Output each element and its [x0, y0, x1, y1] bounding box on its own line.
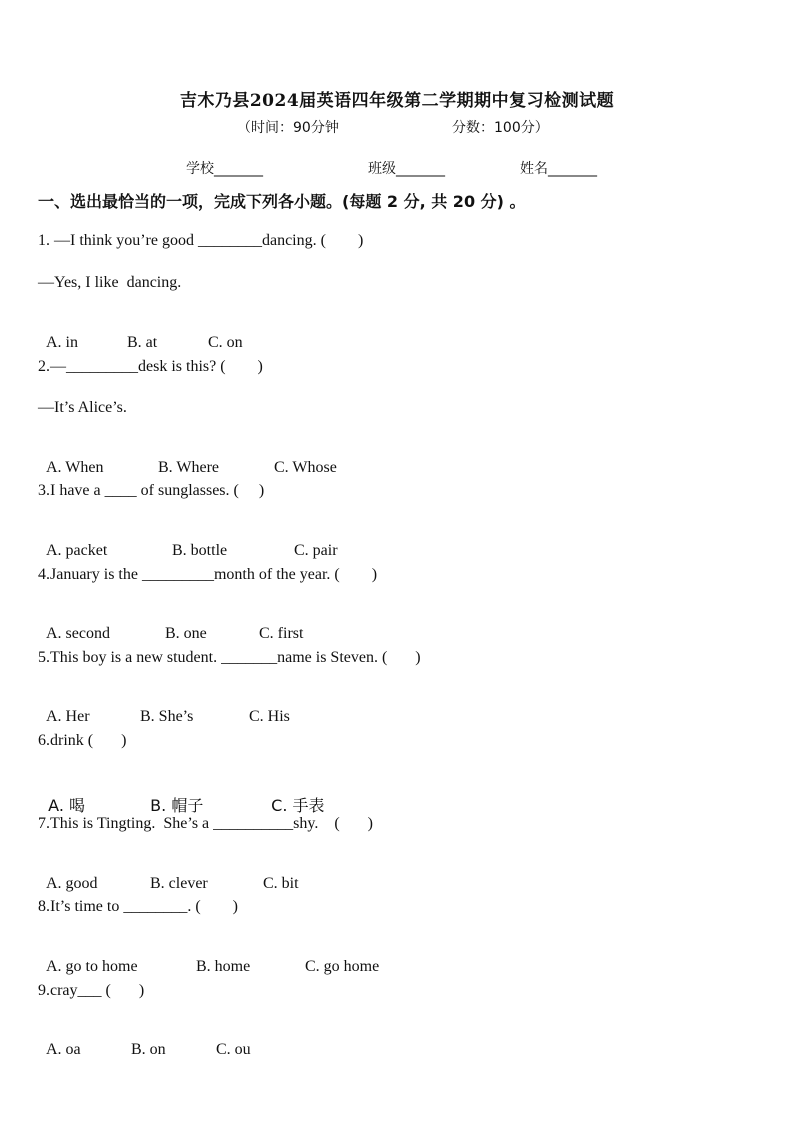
option-c[interactable]: C. 手表 — [271, 796, 325, 815]
option-b[interactable]: B. home — [196, 958, 251, 975]
question-4-options — [38, 607, 303, 643]
option-c[interactable]: C. ou — [216, 1041, 251, 1058]
option-a[interactable]: A. When — [46, 459, 104, 476]
question-9-stem: 9.cray___ ( ) — [38, 982, 145, 999]
page-title: 吉木乃县2024届英语四年级第二学期期中复习检测试题 — [179, 91, 615, 111]
question-4-stem: 4.January is the _________month of the year. ( ) — [38, 566, 378, 583]
option-b[interactable]: B. on — [131, 1041, 166, 1058]
option-a[interactable]: A. go to home — [46, 958, 138, 975]
option-c[interactable]: C. on — [208, 334, 243, 351]
question-2-reply: —It’s Alice’s. — [38, 399, 127, 416]
question-1-reply: —Yes, I like dancing. — [38, 274, 182, 291]
option-a[interactable]: A. oa — [46, 1041, 81, 1058]
option-b[interactable]: B. Where — [158, 459, 220, 476]
question-1-options — [38, 316, 243, 352]
question-7-stem: 7.This is Tingting. She’s a __________shy. ( ) — [38, 815, 373, 832]
exam-score: 分数：100分） — [452, 120, 549, 136]
option-b[interactable]: B. She’s — [140, 708, 194, 725]
option-c[interactable]: C. go home — [305, 958, 380, 975]
question-9-options — [38, 1023, 251, 1059]
option-c[interactable]: C. first — [259, 625, 304, 642]
question-1-stem: 1. —I think you’re good ________dancing. ( ) — [38, 232, 364, 249]
option-a[interactable]: A. in — [46, 334, 78, 351]
option-a[interactable]: A. second — [46, 625, 110, 642]
option-b[interactable]: B. clever — [150, 875, 208, 892]
option-b[interactable]: B. 帽子 — [150, 796, 204, 815]
exam-time: （时间：90分钟 — [237, 120, 339, 136]
option-a[interactable]: A. 喝 — [48, 796, 86, 815]
section-heading: 一、选出最恰当的一项，完成下列各小题。(每题 2 分, 共 20 分) 。 — [38, 192, 526, 211]
question-5-options — [38, 690, 290, 726]
class-field[interactable]: 班级_______ — [368, 161, 445, 177]
option-c[interactable]: C. His — [249, 708, 290, 725]
option-c[interactable]: C. Whose — [274, 459, 337, 476]
question-6-stem: 6.drink ( ) — [38, 732, 127, 749]
option-a[interactable]: A. good — [46, 875, 98, 892]
option-c[interactable]: C. pair — [294, 542, 338, 559]
option-c[interactable]: C. bit — [263, 875, 299, 892]
question-3-stem: 3.I have a ____ of sunglasses. ( ) — [38, 482, 265, 499]
question-2-options — [38, 441, 337, 477]
option-b[interactable]: B. bottle — [172, 542, 228, 559]
question-6-options — [38, 774, 325, 816]
question-5-stem: 5.This boy is a new student. _______name is Steven. ( ) — [38, 649, 421, 666]
question-8-stem: 8.It’s time to ________. ( ) — [38, 898, 238, 915]
question-8-options — [38, 940, 379, 976]
question-3-options — [38, 524, 338, 560]
option-a[interactable]: A. packet — [46, 542, 108, 559]
name-field[interactable]: 姓名_______ — [520, 161, 597, 177]
question-7-options — [38, 857, 299, 893]
question-2-stem: 2.—_________desk is this? ( ) — [38, 358, 263, 375]
school-field[interactable]: 学校_______ — [186, 161, 263, 177]
option-b[interactable]: B. one — [165, 625, 207, 642]
option-b[interactable]: B. at — [127, 334, 158, 351]
option-a[interactable]: A. Her — [46, 708, 90, 725]
